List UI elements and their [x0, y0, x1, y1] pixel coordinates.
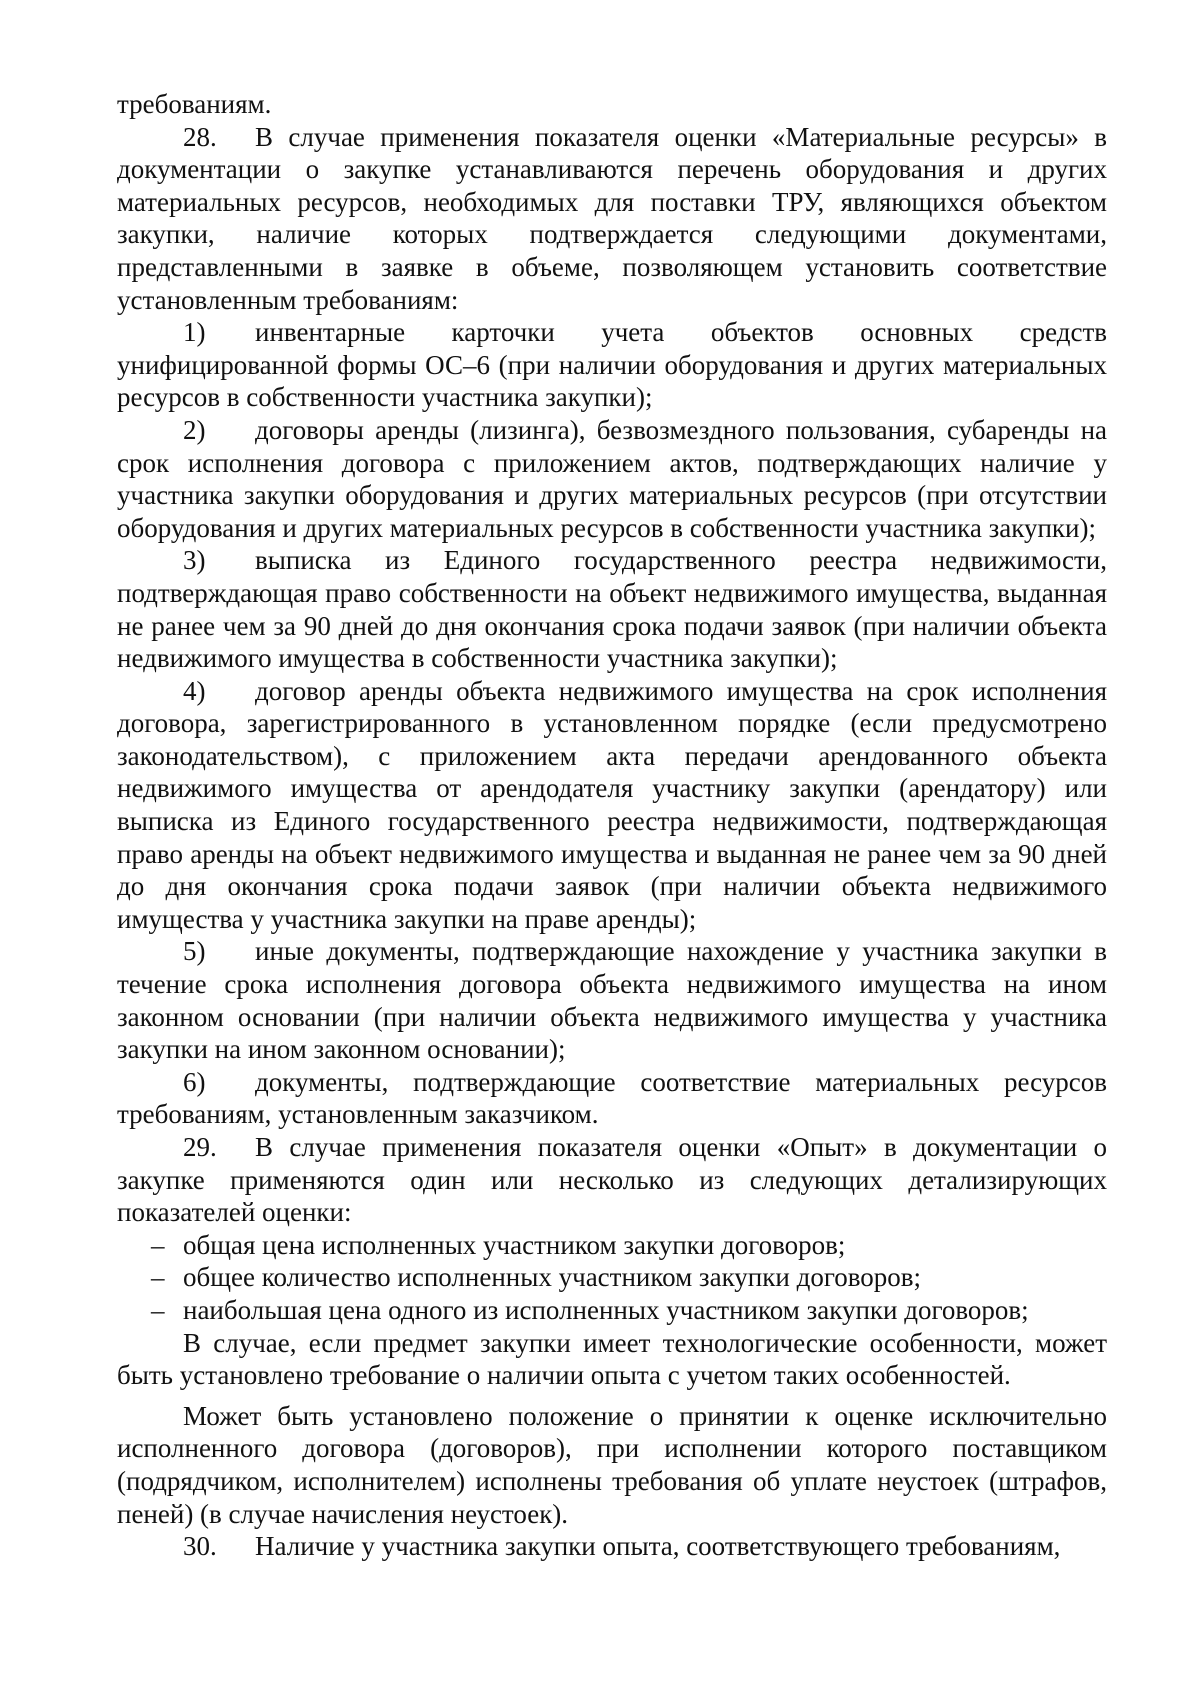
paragraph-text: В случае применения показателя оценки «Материальные ресурсы» в документации о закупке устанавливаются перечень оборудования и других материальных ресурсов, необходимых для поставки ТРУ, являющихся объектом закупки, наличие которых подтверждается следующими документами, представленными в заявке в объеме, позволяющем установить соответствие установленным требованиям:: [117, 121, 1107, 315]
paragraph-text: документы, подтверждающие соответствие материальных ресурсов требованиям, установленным заказчиком.: [117, 1066, 1107, 1130]
paragraph-number: 1): [183, 317, 206, 348]
paragraph-number: 28.: [183, 121, 217, 152]
paragraph: [117, 121, 1107, 317]
document-body: [117, 88, 1107, 1563]
paragraph-number: 6): [183, 1066, 206, 1097]
paragraph-text: Может быть установлено положение о принятии к оценке исключительно исполненного договора (договоров), при исполнении которого поставщиком (подрядчиком, исполнителем) исполнены требования об уплате неустоек (штрафов, пеней) (в случае начисления неустоек).: [117, 1400, 1107, 1529]
paragraph-number: 30.: [183, 1531, 217, 1562]
paragraph: [117, 414, 1107, 544]
list-dash: –: [151, 1262, 165, 1293]
list-item: [117, 1261, 1107, 1294]
paragraph-number: 5): [183, 936, 206, 967]
paragraph: [117, 935, 1107, 1065]
paragraph-text: наибольшая цена одного из исполненных участником закупки договоров;: [183, 1294, 1029, 1325]
paragraph-text: общее количество исполненных участником закупки договоров;: [183, 1262, 922, 1293]
paragraph: [117, 675, 1107, 936]
paragraph: [117, 1530, 1107, 1563]
paragraph-text: В случае, если предмет закупки имеет технологические особенности, может быть установлено требование о наличии опыта с учетом таких особенностей.: [117, 1327, 1107, 1391]
paragraph: [117, 316, 1107, 414]
paragraph: [117, 1327, 1107, 1392]
paragraph-text: В случае применения показателя оценки «Опыт» в документации о закупке применяются один или несколько из следующих детализирующих показателей оценки:: [117, 1132, 1107, 1228]
paragraph-text: Наличие у участника закупки опыта, соответствующего требованиям,: [255, 1531, 1061, 1562]
list-item: [117, 1229, 1107, 1262]
paragraph-text: требованиям.: [117, 89, 272, 119]
paragraph-number: 4): [183, 675, 206, 706]
list-dash: –: [151, 1294, 165, 1325]
paragraph: [117, 544, 1107, 674]
paragraph-text: выписка из Единого государственного реестра недвижимости, подтверждающая право собственности на объект недвижимого имущества, выданная не ранее чем за 90 дней до дня окончания срока подачи заявок (при наличии объекта недвижимого имущества в собственности участника закупки);: [117, 545, 1107, 674]
paragraph: [117, 1066, 1107, 1131]
list-item: [117, 1294, 1107, 1327]
paragraph-text: договоры аренды (лизинга), безвозмездного пользования, субаренды на срок исполнения договора с приложением актов, подтверждающих наличие у участника закупки оборудования и других материальных ресурсов (при отсутствии оборудования и других материальных ресурсов в собственности участника закупки);: [117, 414, 1107, 543]
paragraph-number: 29.: [183, 1132, 217, 1162]
paragraph-text: общая цена исполненных участником закупки договоров;: [183, 1229, 846, 1260]
paragraph-number: 3): [183, 545, 206, 576]
paragraph-number: 2): [183, 414, 206, 445]
paragraph-text: иные документы, подтверждающие нахождение у участника закупки в течение срока исполнения договора объекта недвижимого имущества на ином законном основании (при наличии объекта недвижимого имущества у участника закупки на ином законном основании);: [117, 936, 1107, 1065]
paragraph: [117, 88, 1107, 121]
paragraph-text: инвентарные карточки учета объектов основных средств унифицированной формы ОС–6 (при наличии оборудования и других материальных ресурсов в собственности участника закупки);: [117, 317, 1107, 413]
paragraph: [117, 1400, 1107, 1530]
list-dash: –: [151, 1229, 165, 1260]
paragraph-text: договор аренды объекта недвижимого имущества на срок исполнения договора, зарегистрированного в установленном порядке (если предусмотрено законодательством), с приложением акта передачи арендованного объекта недвижимого имущества от арендодателя участнику закупки (арендатору) или выписка из Единого государственного реестра недвижимости, подтверждающая право аренды на объект недвижимого имущества и выданная не ранее чем за 90 дней до дня окончания срока подачи заявок (при наличии объекта недвижимого имущества у участника закупки на праве аренды);: [117, 675, 1107, 934]
paragraph: [117, 1131, 1107, 1229]
